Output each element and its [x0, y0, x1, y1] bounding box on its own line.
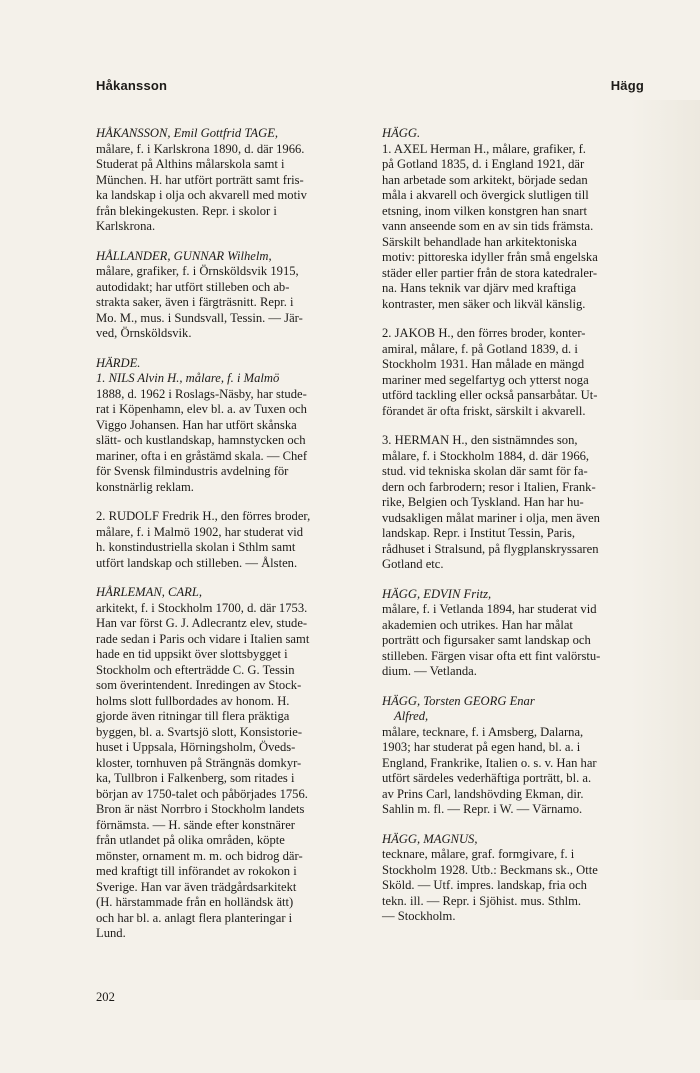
- entry-line: mönster, ornament m. m. och bidrog där-: [96, 848, 303, 863]
- entry-line: byggen, bl. a. Svartsjö slott, Konsistorie-: [96, 724, 303, 739]
- page-shading: [630, 100, 700, 1000]
- entry-line: Han var först G. J. Adlecrantz elev, stude-: [96, 616, 308, 630]
- dictionary-entry: [382, 694, 628, 818]
- entry-line: städer eller partier från de stora katedraler-: [382, 265, 598, 280]
- entry-line: na. Hans teknik var djärv med kraftiga: [382, 281, 577, 295]
- entry-line: från blekingekusten. Repr. i skolor i: [96, 203, 277, 218]
- entry-line: målare, f. i Stockholm 1884, d. där 1966,: [382, 448, 590, 463]
- entry-line: arkitekt, f. i Stockholm 1700, d. där 1753.: [96, 600, 308, 615]
- entry-line: 3. HERMAN H., den sistnämndes son,: [382, 433, 578, 447]
- entry-line: utfört landskap och stilleben. — Ålsten.: [96, 555, 298, 570]
- entry-line: Lund.: [96, 926, 126, 940]
- dictionary-entry: [96, 509, 342, 571]
- entry-line: HÄGG, EDVIN Fritz,: [382, 586, 492, 601]
- running-head-left: Håkansson: [96, 78, 168, 93]
- entry-line: dern och farbrodern; resor i Italien, Frank-: [382, 479, 596, 494]
- dictionary-entry: [96, 356, 342, 496]
- entry-line: Gotland etc.: [382, 557, 444, 571]
- entry-line: Bron är näst Norrbro i Stockholm landets: [96, 802, 305, 816]
- page-number: 202: [96, 990, 115, 1004]
- entry-line: ka landskap i olja och akvarell med motiv: [96, 188, 307, 202]
- entry-line: måla i akvarell och övergick slutligen till: [382, 188, 589, 202]
- entry-line: målare, tecknare, f. i Amsberg, Dalarna,: [382, 724, 584, 739]
- entry-line: Alfred,: [394, 709, 429, 723]
- left-column: [96, 126, 342, 956]
- entry-line: h. konstindustriella skolan i Sthlm samt: [96, 540, 296, 554]
- entry-line: rådhuset i Stralsund, på flygplanskryssaren: [382, 541, 599, 556]
- dictionary-entry: [96, 126, 342, 235]
- entry-line: stud. vid tekniska skolan där samt för fa-: [382, 464, 588, 478]
- entry-line: HÄGG, MAGNUS,: [382, 831, 478, 846]
- entry-line: rat i Köpenhamn, elev bl. a. av Tuxen och: [96, 402, 307, 416]
- entry-line: Sköld. — Utf. impres. landskap, fria och: [382, 878, 587, 892]
- entry-line: HÅLLANDER, GUNNAR Wilhelm,: [96, 248, 272, 263]
- entry-line: HÄGG, Torsten GEORG Enar: [382, 693, 535, 708]
- entry-line: 1888, d. 1962 i Roslags-Näsby, har stude-: [96, 386, 307, 401]
- entry-line: motiv: pittoreska idyller från små engelska: [382, 250, 598, 264]
- entry-line: av Prins Carl, landshövding Ekman, dir.: [382, 786, 584, 801]
- entry-line: Viggo Johansen. Han har utfört skånska: [96, 417, 297, 432]
- entry-line: som överintendent. Inredingen av Stock-: [96, 678, 302, 692]
- entry-line: Karlskrona.: [96, 219, 156, 233]
- entry-line: tecknare, målare, graf. formgivare, f. i: [382, 847, 575, 861]
- entry-line: ved, Örnsköldsvik.: [96, 326, 192, 340]
- entry-line: han arbetade som arkitekt, började sedan: [382, 172, 588, 187]
- dictionary-entry: [382, 433, 628, 573]
- entry-line: Sahlin m. fl. — Repr. i W. — Värnamo.: [382, 802, 583, 816]
- entry-line: förnämsta. — H. sände efter konstnärer: [96, 817, 295, 832]
- entry-line: tekn. ill. — Repr. i Sjöhist. mus. Sthlm.: [382, 893, 582, 908]
- entry-line: kontraster, men säker och likväl känslig.: [382, 296, 586, 311]
- entry-line: — Stockholm.: [382, 909, 456, 923]
- entry-line: målare, grafiker, f. i Örnsköldsvik 1915,: [96, 264, 299, 278]
- dictionary-entry: [96, 249, 342, 342]
- entry-line: strakta saker, även i färgträsnitt. Repr. i: [96, 295, 294, 309]
- entry-line: slätt- och kustlandskap, hamnstycken och: [96, 433, 306, 447]
- entry-line: konstnärlig reklam.: [96, 479, 194, 494]
- entry-line: Stockholm och efterträdde C. G. Tessin: [96, 662, 295, 677]
- entry-line: vudsakligen målat mariner i olja, men även: [382, 510, 600, 525]
- dictionary-entry: [382, 832, 628, 925]
- entry-line: med kraftigt till införandet av rokokon i: [96, 864, 297, 878]
- dictionary-entry: [382, 126, 628, 312]
- entry-line: holms slott fullbordades av honom. H.: [96, 693, 290, 708]
- entry-line: Stockholm 1931. Han målade en mängd: [382, 357, 585, 371]
- entry-line: England, Frankrike, Italien o. s. v. Han har: [382, 755, 597, 770]
- right-column: [382, 126, 628, 939]
- entry-line: 2. RUDOLF Fredrik H., den förres broder,: [96, 509, 311, 523]
- entry-line: rike, Belgien och Tyskland. Han har hu-: [382, 495, 584, 509]
- entry-line: vann anseende som en av sin tids främsta.: [382, 219, 594, 233]
- entry-line: landskap. Repr. i Institut Tessin, Paris,: [382, 526, 576, 540]
- entry-line: Sverige. Han var även trädgårdsarkitekt: [96, 879, 297, 894]
- entry-line: på Gotland 1835, d. i England 1921, där: [382, 157, 585, 171]
- entry-line: målare, f. i Karlskrona 1890, d. där 1966.: [96, 141, 305, 156]
- entry-line: utförd tackling eller också pansarbåtar. Ut-: [382, 388, 598, 402]
- entry-line: huset i Uppsala, Hörningsholm, Öveds-: [96, 740, 296, 754]
- entry-line: förandet är ofta friskt, särskilt i akvarell.: [382, 403, 586, 418]
- entry-line: Särskilt behandlade han arkitektoniska: [382, 234, 577, 249]
- entry-line: hade en tid uppsikt över slottsbygget i: [96, 647, 288, 661]
- entry-line: (H. härstammade från en holländsk ätt): [96, 895, 294, 909]
- entry-line: gjorde även ritningar till flera präktiga: [96, 709, 290, 723]
- dictionary-entry: [382, 326, 628, 419]
- entry-line: HÅRLEMAN, CARL,: [96, 585, 202, 599]
- entry-line: amiral, målare, f. på Gotland 1839, d. i: [382, 341, 578, 356]
- entry-line: från utlandet på olika områden, köpte: [96, 833, 285, 847]
- entry-line: 1. NILS Alvin H., målare, f. i Malmö: [96, 371, 280, 385]
- entry-line: och har bl. a. anlagt flera planteringar i: [96, 910, 293, 925]
- entry-line: målare, f. i Malmö 1902, har studerat vid: [96, 524, 304, 539]
- entry-line: HÄRDE.: [96, 355, 141, 370]
- dictionary-entry: [96, 585, 342, 942]
- entry-line: utfört särdeles vederhäftiga porträtt, bl. a.: [382, 771, 592, 785]
- entry-line: München. H. har utfört porträtt samt fris-: [96, 172, 304, 187]
- entry-line: etsning, inom vilken konstgren han snart: [382, 203, 587, 218]
- entry-line: rade sedan i Paris och vidare i Italien samt: [96, 631, 310, 646]
- entry-line: Mo. M., mus. i Sundsvall, Tessin. — Jär-: [96, 310, 303, 325]
- entry-line: 1903; har studerat på egen hand, bl. a. i: [382, 740, 581, 754]
- entry-line: 1. AXEL Herman H., målare, grafiker, f.: [382, 141, 586, 156]
- entry-line: autodidakt; har utfört stilleben och ab-: [96, 279, 290, 294]
- entry-line: stilleben. Färgen visar ofta ett fint valörstu-: [382, 648, 601, 663]
- entry-line: för Svensk filmindustris avdelning för: [96, 464, 289, 478]
- entry-line: Studerat på Althins målarskola samt i: [96, 157, 285, 171]
- entry-line: porträtt och figursaker samt landskap och: [382, 633, 591, 647]
- entry-line: målare, f. i Vetlanda 1894, har studerat vid: [382, 602, 597, 616]
- entry-line: Stockholm 1928. Utb.: Beckmans sk., Otte: [382, 862, 598, 877]
- entry-line: mariner, ofta i en gråstämd skala. — Chef: [96, 448, 308, 463]
- entry-line: mariner med segelfartyg och ytterst noga: [382, 372, 589, 387]
- entry-line: HÅKANSSON, Emil Gottfrid TAGE,: [96, 126, 279, 140]
- dictionary-entry: [382, 587, 628, 680]
- running-head-right: Hägg: [610, 78, 644, 93]
- entry-line: kloster, tornhuven på Strängnäs domkyr-: [96, 755, 302, 770]
- entry-line: dium. — Vetlanda.: [382, 664, 477, 678]
- entry-line: början av 1750-talet och påbörjades 1756.: [96, 786, 308, 801]
- entry-line: HÄGG.: [382, 126, 421, 140]
- entry-line: 2. JAKOB H., den förres broder, konter-: [382, 326, 586, 340]
- entry-line: ka, Tullbron i Falkenberg, som ritades i: [96, 771, 295, 785]
- entry-line: akademien och utrikes. Han har målat: [382, 617, 573, 632]
